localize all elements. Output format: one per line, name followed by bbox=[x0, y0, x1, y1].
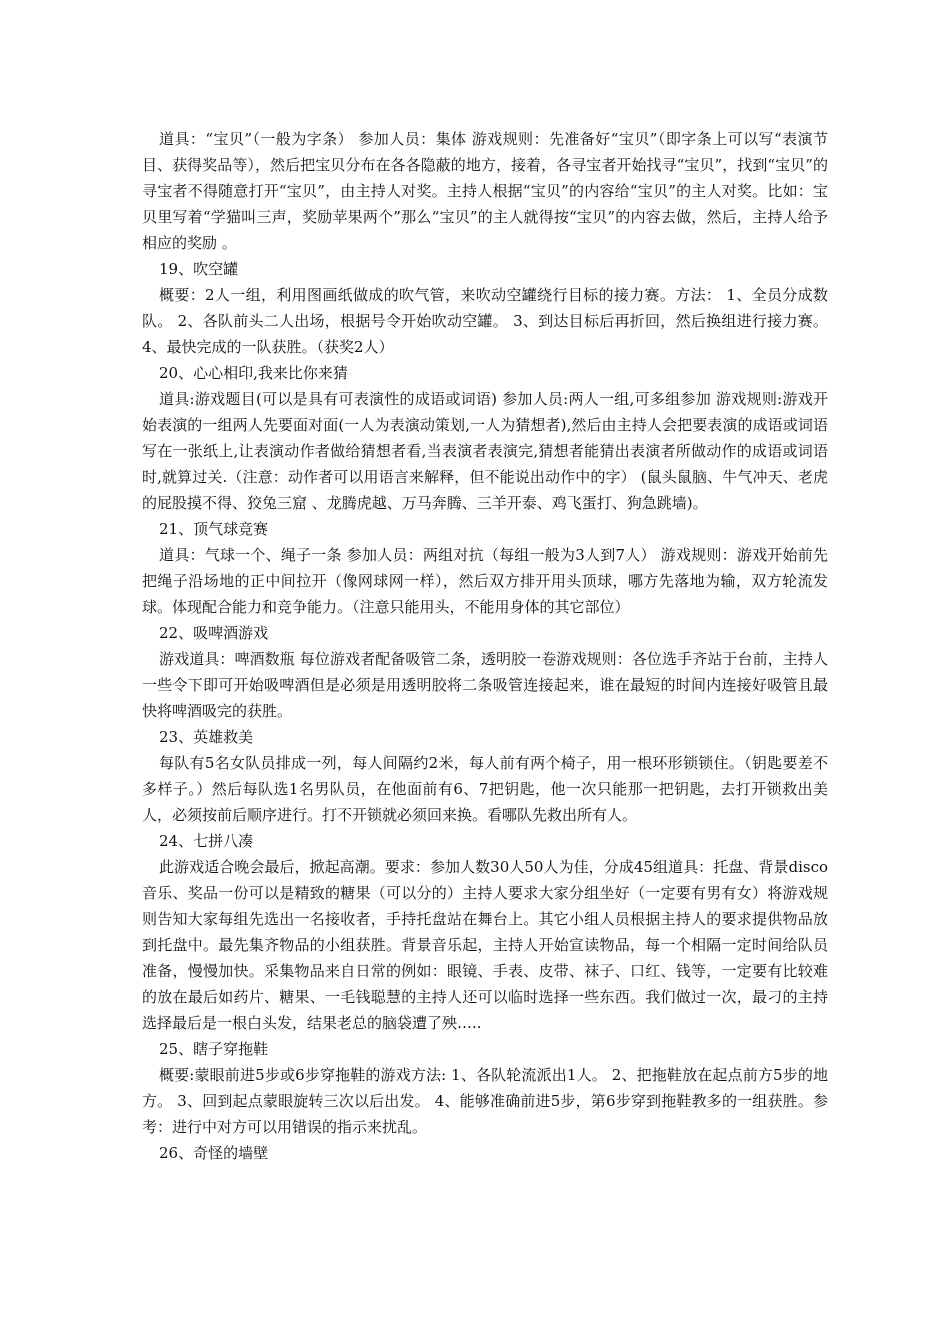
paragraph-balloon-rules: 道具：气球一个、绳子一条 参加人员：两组对抗（每组一般为3人到7人） 游戏规则：游戏开始前先把绳子沿场地的正中间拉开（像网球网一样），然后双方排开用头顶球，哪方先落地为输，双方轮流发球。体现配合能力和竞争能力。（注意只能用头，不能用身体的其它部位） bbox=[142, 546, 828, 616]
heading-21-balloon-header: 21、顶气球竞赛 bbox=[159, 520, 269, 538]
paragraph-blow-can-rules: 概要：2人一组，利用图画纸做成的吹气管，来吹动空罐绕行目标的接力赛。方法： 1、全员分成数队。 2、各队前头二人出场，根据号令开始吹动空罐。 3、到达目标后再折回，然后换组进行接力赛。 4、最快完成的一队获胜。（获奖2人） bbox=[142, 286, 828, 356]
paragraph-charades-rules: 道具:游戏题目(可以是具有可表演性的成语或词语) 参加人员:两人一组,可多组参加 游戏规则:游戏开始表演的一组两人先要面对面(一人为表演动策划,一人为猜想者),然后由主持人会把要表演的成语或词语写在一张纸上,让表演动作者做给猜想者看,当表演者表演完,猜想者能猜出表演者所做动作的成语或词语时,就算过关.（注意：动作者可以用语言来解释，但不能说出动作中的字） (鼠头鼠脑、牛气冲天、老虎的屁股摸不得、狡兔三窟 、龙腾虎越、万马奔腾、三羊开泰、鸡飞蛋打、狗急跳墙)。 bbox=[142, 390, 828, 512]
paragraph-hero-rescue-rules: 每队有5名女队员排成一列，每人间隔约2米，每人前有两个椅子，用一根环形锁锁住。（钥匙要差不多样子。）然后每队选1名男队员，在他面前有6、7把钥匙，他一次只能那一把钥匙，去打开锁救出美人，必须按前后顺序进行。打不开锁就必须回来换。看哪队先救出所有人。 bbox=[142, 754, 828, 824]
heading-26-strange-wall: 26、奇怪的墙壁 bbox=[159, 1144, 269, 1162]
document-page bbox=[142, 126, 828, 1166]
paragraph-beer-straw-rules: 游戏道具：啤酒数瓶 每位游戏者配备吸管二条，透明胶一卷游戏规则：各位选手齐站于台前，主持人一些令下即可开始吸啤酒但是必须是用透明胶将二条吸管连接起来，谁在最短的时间内连接好吸管且最快将啤酒吸完的获胜。 bbox=[142, 650, 828, 720]
heading-25-blind-slippers: 25、瞎子穿拖鞋 bbox=[159, 1040, 269, 1058]
heading-23-hero-rescue: 23、英雄救美 bbox=[159, 728, 254, 746]
heading-20-charades: 20、心心相印,我来比你来猜 bbox=[159, 364, 348, 382]
paragraph-treasure-hunt-rules: 道具：“宝贝”（一般为字条） 参加人员：集体 游戏规则：先准备好“宝贝”（即字条上可以写“表演节目、获得奖品等），然后把宝贝分布在各各隐蔽的地方，接着，各寻宝者开始找寻“宝贝”，找到“宝贝”的寻宝者不得随意打开“宝贝”，由主持人对奖。主持人根据“宝贝”的内容给“宝贝”的主人对奖。比如：宝贝里写着“学猫叫三声，奖励苹果两个”那么“宝贝”的主人就得按“宝贝”的内容去做，然后，主持人给予相应的奖励 。 bbox=[142, 130, 828, 252]
heading-24-scavenger: 24、七拼八凑 bbox=[159, 832, 254, 850]
heading-19-blow-can: 19、吹空罐 bbox=[159, 260, 239, 278]
paragraph-blind-slippers-rules: 概要:蒙眼前进5步或6步穿拖鞋的游戏方法: 1、各队轮流派出1人。 2、把拖鞋放在起点前方5步的地方。 3、回到起点蒙眼旋转三次以后出发。 4、能够准确前进5步，第6步穿到拖鞋教多的一组获胜。参考：进行中对方可以用错误的指示来扰乱。 bbox=[142, 1066, 828, 1136]
heading-22-beer-straw: 22、吸啤酒游戏 bbox=[159, 624, 269, 642]
paragraph-scavenger-rules: 此游戏适合晚会最后，掀起高潮。要求：参加人数30人50人为佳，分成45组道具：托盘、背景disco音乐、奖品一份可以是精致的糖果（可以分的）主持人要求大家分组坐好（一定要有男有女）将游戏规则告知大家每组先选出一名接收者，手持托盘站在舞台上。其它小组人员根据主持人的要求提供物品放到托盘中。最先集齐物品的小组获胜。背景音乐起，主持人开始宣读物品，每一个相隔一定时间给队员准备，慢慢加快。采集物品来自日常的例如：眼镜、手表、皮带、袜子、口红、钱等，一定要有比较难的放在最后如药片、糖果、一毛钱聪慧的主持人还可以临时选择一些东西。我们做过一次，最刁的主持选择最后是一根白头发，结果老总的脑袋遭了殃….. bbox=[142, 858, 828, 1032]
